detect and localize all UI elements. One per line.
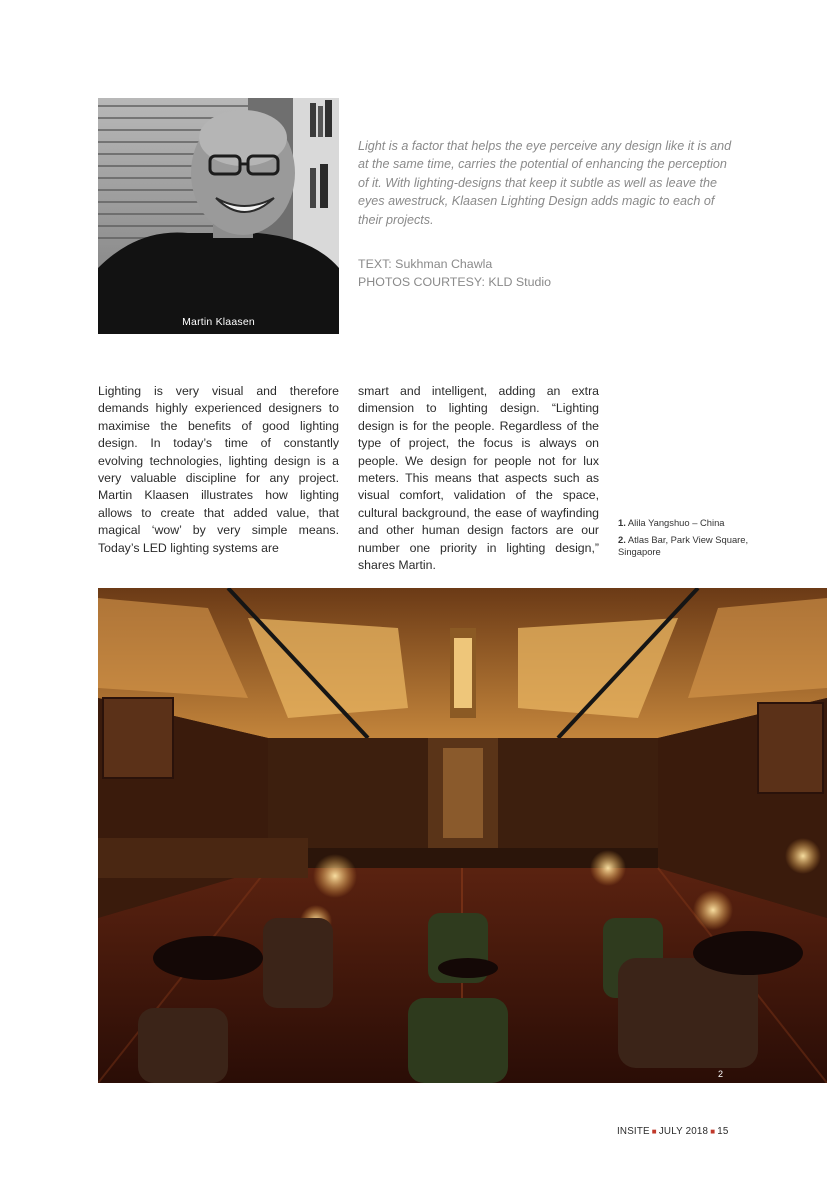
bar-interior-image (98, 588, 827, 1083)
photo-number: 2 (717, 1069, 723, 1079)
folio-separator: ■ (710, 1127, 716, 1136)
credits (358, 256, 733, 291)
caption-text: Alila Yangshuo – China (627, 517, 725, 528)
issue-date: JULY 2018 (658, 1126, 709, 1137)
text-credit: TEXT: Sukhman Chawla (358, 257, 493, 271)
photo-captions (618, 517, 758, 563)
page-number: 15 (717, 1126, 729, 1137)
page-folio (617, 1126, 729, 1137)
caption-text: Atlas Bar, Park View Square, Singapore (618, 533, 749, 558)
body-column-1: Lighting is very visual and therefore demands highly experienced designers to maximise the benefits of good lighting design. In today’s time of constantly evolving technologies, lighting design is a very valuable discipline for any project. Martin Klaasen illustrates how lighting allows to create that added value, that magical ‘wow’ by very simple means. Today’s LED lighting systems are (98, 384, 339, 555)
portrait-photo (98, 98, 339, 334)
caption-item (618, 517, 758, 530)
magazine-name: INSITE (617, 1126, 650, 1137)
caption-number: 2. (618, 533, 626, 545)
folio-separator: ■ (651, 1127, 657, 1136)
caption-item (618, 534, 758, 559)
body-column-2: smart and intelligent, adding an extra dimension to lighting design. “Lighting design is for the people. Regardless of the type of project, the focus is always on people. We design for people not for lux meters. This means that aspects such as visual comfort, validation of the space, cultural background, the ease of wayfinding and other human design factors are our number one priority in lighting design,” shares Martin. (358, 384, 599, 573)
photo-credit: PHOTOS COURTESY: KLD Studio (358, 274, 552, 289)
bar-interior-photo (98, 588, 827, 1083)
caption-number: 1. (618, 517, 626, 528)
portrait-image (98, 98, 339, 334)
portrait-caption: Martin Klaasen (182, 316, 255, 328)
intro-standfirst: Light is a factor that helps the eye perceive any design like it is and at the same time, carries the potential of enhancing the perception of it. With lighting-designs that keep it subtle as well as leave the eyes awestruck, Klaasen Lighting Design adds magic to each of their projects. (358, 139, 732, 227)
